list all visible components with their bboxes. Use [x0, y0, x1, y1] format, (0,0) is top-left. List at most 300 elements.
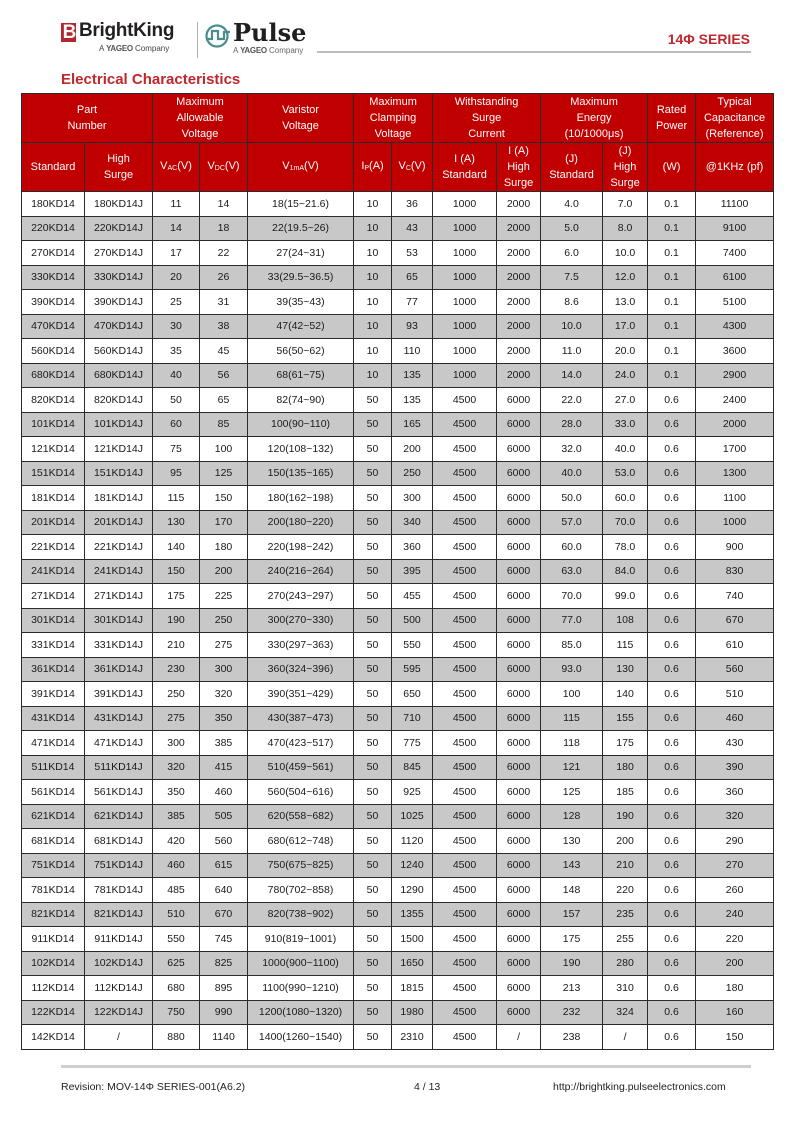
cell-j-high-surge: 13.0: [603, 290, 648, 315]
cell-capacitance: 2900: [696, 363, 774, 388]
cell-i-high-surge: 6000: [497, 657, 541, 682]
cell-v1ma: 68(61~75): [248, 363, 354, 388]
cell-vc: 165: [392, 412, 433, 437]
header-part-number: [22, 94, 153, 143]
pulse-logo-icon: [205, 24, 231, 48]
cell-j-high-surge: 84.0: [603, 559, 648, 584]
cell-j-high-surge: /: [603, 1025, 648, 1050]
cell-i-high-surge: 6000: [497, 829, 541, 854]
cell-j-high-surge: 190: [603, 804, 648, 829]
table-row: [22, 608, 774, 633]
header-line: Rated: [656, 104, 687, 116]
cell-vc: 455: [392, 584, 433, 609]
header-line: Maximum: [570, 96, 618, 108]
table-row: [22, 216, 774, 241]
header-line: High: [507, 161, 530, 173]
cell-vdc: 56: [200, 363, 248, 388]
cell-vc: 710: [392, 706, 433, 731]
cell-i-high-surge: /: [497, 1025, 541, 1050]
cell-i-standard: 4500: [433, 510, 497, 535]
cell-i-standard: 4500: [433, 780, 497, 805]
cell-i-standard: 4500: [433, 388, 497, 413]
cell-j-standard: 14.0: [541, 363, 603, 388]
header-line: Surge: [471, 112, 502, 124]
cell-rated-power: 0.6: [648, 853, 696, 878]
cell-vdc: 385: [200, 731, 248, 756]
cell-vc: 1120: [392, 829, 433, 854]
header-line: Voltage: [374, 128, 412, 140]
cell-j-standard: 22.0: [541, 388, 603, 413]
cell-j-high-surge: 180: [603, 755, 648, 780]
cell-part-standard: 781KD14: [22, 878, 85, 903]
cell-vdc: 65: [200, 388, 248, 413]
cell-vc: 360: [392, 535, 433, 560]
table-row: [22, 510, 774, 535]
cell-j-high-surge: 40.0: [603, 437, 648, 462]
cell-i-high-surge: 6000: [497, 486, 541, 511]
cell-part-high-surge: 331KD14J: [85, 633, 153, 658]
cell-part-high-surge: 112KD14J: [85, 976, 153, 1001]
cell-vc: 1355: [392, 902, 433, 927]
cell-j-standard: 143: [541, 853, 603, 878]
cell-i-high-surge: 2000: [497, 290, 541, 315]
cell-capacitance: 220: [696, 927, 774, 952]
cell-vdc: 180: [200, 535, 248, 560]
header-line: Power: [655, 120, 688, 132]
cell-vac: 60: [153, 412, 200, 437]
table-row: [22, 731, 774, 756]
cell-j-high-surge: 200: [603, 829, 648, 854]
cell-j-high-surge: 140: [603, 682, 648, 707]
table-row: [22, 241, 774, 266]
cell-i-high-surge: 6000: [497, 559, 541, 584]
cell-vac: 140: [153, 535, 200, 560]
brightking-logo-mark: B: [62, 22, 75, 43]
header-subscript: P: [364, 164, 370, 172]
cell-ip: 50: [354, 608, 392, 633]
header-line: I (A): [508, 145, 529, 157]
header-vc: [392, 143, 433, 192]
cell-rated-power: 0.1: [648, 363, 696, 388]
cell-part-standard: 271KD14: [22, 584, 85, 609]
cell-part-high-surge: 180KD14J: [85, 192, 153, 217]
cell-vac: 95: [153, 461, 200, 486]
cell-i-high-surge: 6000: [497, 608, 541, 633]
footer-revision: Revision: MOV-14Φ SERIES-001(A6.2): [61, 1081, 246, 1093]
cell-j-standard: 32.0: [541, 437, 603, 462]
table-row: [22, 461, 774, 486]
cell-rated-power: 0.6: [648, 927, 696, 952]
cell-part-high-surge: 121KD14J: [85, 437, 153, 462]
cell-j-standard: 238: [541, 1025, 603, 1050]
cell-v1ma: 1100(990~1210): [248, 976, 354, 1001]
cell-j-high-surge: 12.0: [603, 265, 648, 290]
cell-ip: 10: [354, 314, 392, 339]
cell-v1ma: 33(29.5~36.5): [248, 265, 354, 290]
table-row: [22, 878, 774, 903]
cell-i-standard: 4500: [433, 976, 497, 1001]
cell-capacitance: 9100: [696, 216, 774, 241]
cell-capacitance: 560: [696, 657, 774, 682]
cell-i-high-surge: 6000: [497, 706, 541, 731]
cell-i-high-surge: 6000: [497, 878, 541, 903]
cell-vac: 210: [153, 633, 200, 658]
cell-i-standard: 4500: [433, 829, 497, 854]
header-line: (10/1000μs): [564, 128, 624, 140]
cell-capacitance: 1000: [696, 510, 774, 535]
cell-vdc: 300: [200, 657, 248, 682]
cell-v1ma: 910(819~1001): [248, 927, 354, 952]
cell-j-standard: 121: [541, 755, 603, 780]
cell-ip: 10: [354, 290, 392, 315]
cell-vdc: 560: [200, 829, 248, 854]
cell-vac: 35: [153, 339, 200, 364]
cell-vdc: 745: [200, 927, 248, 952]
cell-vac: 130: [153, 510, 200, 535]
cell-rated-power: 0.6: [648, 951, 696, 976]
cell-part-high-surge: 361KD14J: [85, 657, 153, 682]
cell-i-high-surge: 6000: [497, 927, 541, 952]
cell-part-standard: 201KD14: [22, 510, 85, 535]
cell-capacitance: 430: [696, 731, 774, 756]
cell-v1ma: 390(351~429): [248, 682, 354, 707]
header-j-high-surge: [603, 143, 648, 192]
table-row: [22, 363, 774, 388]
cell-part-standard: 751KD14: [22, 853, 85, 878]
cell-vdc: 45: [200, 339, 248, 364]
table-row: [22, 902, 774, 927]
cell-v1ma: 150(135~165): [248, 461, 354, 486]
cell-rated-power: 0.6: [648, 388, 696, 413]
cell-part-high-surge: 122KD14J: [85, 1000, 153, 1025]
cell-part-standard: 821KD14: [22, 902, 85, 927]
cell-i-standard: 1000: [433, 216, 497, 241]
cell-part-high-surge: 680KD14J: [85, 363, 153, 388]
cell-capacitance: 460: [696, 706, 774, 731]
header-watt: (W): [648, 143, 696, 192]
cell-i-high-surge: 6000: [497, 437, 541, 462]
cell-v1ma: 100(90~110): [248, 412, 354, 437]
cell-rated-power: 0.6: [648, 461, 696, 486]
cell-vc: 395: [392, 559, 433, 584]
cell-i-standard: 4500: [433, 559, 497, 584]
cell-vc: 250: [392, 461, 433, 486]
cell-i-standard: 4500: [433, 657, 497, 682]
cell-vc: 1650: [392, 951, 433, 976]
cell-vc: 135: [392, 363, 433, 388]
cell-j-standard: 50.0: [541, 486, 603, 511]
cell-vac: 350: [153, 780, 200, 805]
cell-vdc: 38: [200, 314, 248, 339]
cell-v1ma: 120(108~132): [248, 437, 354, 462]
cell-vc: 43: [392, 216, 433, 241]
cell-part-high-surge: 181KD14J: [85, 486, 153, 511]
cell-rated-power: 0.6: [648, 559, 696, 584]
header-line: Number: [67, 120, 107, 132]
header-varistor-voltage: [248, 94, 354, 143]
cell-j-high-surge: 60.0: [603, 486, 648, 511]
cell-ip: 10: [354, 216, 392, 241]
cell-vac: 230: [153, 657, 200, 682]
table-body: [22, 192, 774, 1050]
series-title: 14Φ SERIES: [667, 31, 750, 47]
cell-part-high-surge: 820KD14J: [85, 388, 153, 413]
cell-part-high-surge: 201KD14J: [85, 510, 153, 535]
cell-vc: 550: [392, 633, 433, 658]
cell-v1ma: 560(504~616): [248, 780, 354, 805]
cell-part-high-surge: /: [85, 1025, 153, 1050]
cell-i-standard: 1000: [433, 241, 497, 266]
cell-i-standard: 4500: [433, 804, 497, 829]
header-rated-power: [648, 94, 696, 143]
cell-i-standard: 4500: [433, 412, 497, 437]
cell-ip: 50: [354, 633, 392, 658]
cell-i-high-surge: 2000: [497, 339, 541, 364]
cell-part-standard: 621KD14: [22, 804, 85, 829]
cell-j-high-surge: 175: [603, 731, 648, 756]
cell-part-high-surge: 301KD14J: [85, 608, 153, 633]
cell-rated-power: 0.6: [648, 829, 696, 854]
cell-vc: 1980: [392, 1000, 433, 1025]
cell-vac: 250: [153, 682, 200, 707]
header-line: Voltage: [282, 120, 319, 132]
footer-page-number: 4 / 13: [414, 1081, 441, 1093]
tagline-brand: YAGEO: [106, 44, 133, 53]
cell-vdc: 1140: [200, 1025, 248, 1050]
cell-part-standard: 511KD14: [22, 755, 85, 780]
header-max-clamping-voltage: [354, 94, 433, 143]
cell-i-high-surge: 6000: [497, 584, 541, 609]
cell-rated-power: 0.6: [648, 878, 696, 903]
cell-ip: 50: [354, 535, 392, 560]
cell-j-high-surge: 7.0: [603, 192, 648, 217]
cell-ip: 50: [354, 902, 392, 927]
cell-j-high-surge: 8.0: [603, 216, 648, 241]
cell-j-high-surge: 17.0: [603, 314, 648, 339]
cell-capacitance: 270: [696, 853, 774, 878]
cell-vac: 510: [153, 902, 200, 927]
table-row: [22, 437, 774, 462]
cell-v1ma: 1200(1080~1320): [248, 1000, 354, 1025]
cell-rated-power: 0.6: [648, 608, 696, 633]
cell-i-standard: 4500: [433, 731, 497, 756]
cell-vc: 1500: [392, 927, 433, 952]
cell-vdc: 275: [200, 633, 248, 658]
header-unit: (V): [177, 159, 192, 172]
table-row: [22, 388, 774, 413]
cell-i-standard: 1000: [433, 314, 497, 339]
cell-capacitance: 320: [696, 804, 774, 829]
cell-v1ma: 56(50~62): [248, 339, 354, 364]
cell-j-standard: 85.0: [541, 633, 603, 658]
cell-vc: 650: [392, 682, 433, 707]
cell-ip: 50: [354, 853, 392, 878]
cell-rated-power: 0.6: [648, 412, 696, 437]
table-row: [22, 290, 774, 315]
table-row: [22, 314, 774, 339]
cell-part-high-surge: 470KD14J: [85, 314, 153, 339]
cell-vc: 1815: [392, 976, 433, 1001]
cell-vac: 385: [153, 804, 200, 829]
cell-capacitance: 6100: [696, 265, 774, 290]
cell-ip: 50: [354, 927, 392, 952]
cell-part-standard: 560KD14: [22, 339, 85, 364]
cell-vac: 14: [153, 216, 200, 241]
header-line: Surge: [503, 177, 534, 189]
cell-ip: 50: [354, 755, 392, 780]
cell-rated-power: 0.6: [648, 706, 696, 731]
table-row: [22, 682, 774, 707]
cell-part-high-surge: 241KD14J: [85, 559, 153, 584]
header-line: Typical: [717, 96, 752, 108]
cell-part-high-surge: 561KD14J: [85, 780, 153, 805]
cell-capacitance: 610: [696, 633, 774, 658]
tagline-brand: YAGEO: [240, 46, 267, 55]
cell-part-standard: 151KD14: [22, 461, 85, 486]
header-line: Current: [468, 128, 505, 140]
header-line: Varistor: [281, 104, 320, 116]
header-line: I (A): [454, 153, 475, 165]
cell-part-standard: 471KD14: [22, 731, 85, 756]
cell-j-high-surge: 24.0: [603, 363, 648, 388]
cell-i-high-surge: 2000: [497, 314, 541, 339]
footer-url[interactable]: http://brightking.pulseelectronics.com: [553, 1081, 726, 1093]
cell-j-standard: 8.6: [541, 290, 603, 315]
cell-v1ma: 470(423~517): [248, 731, 354, 756]
cell-vac: 30: [153, 314, 200, 339]
cell-i-standard: 4500: [433, 535, 497, 560]
header-i-high-surge: [497, 143, 541, 192]
cell-capacitance: 5100: [696, 290, 774, 315]
cell-part-standard: 142KD14: [22, 1025, 85, 1050]
header-typical-capacitance: [696, 94, 774, 143]
header-symbol: I: [361, 159, 365, 172]
cell-v1ma: 27(24~31): [248, 241, 354, 266]
cell-i-standard: 4500: [433, 584, 497, 609]
cell-ip: 50: [354, 951, 392, 976]
cell-part-standard: 301KD14: [22, 608, 85, 633]
cell-vdc: 825: [200, 951, 248, 976]
cell-j-high-surge: 115: [603, 633, 648, 658]
cell-i-standard: 1000: [433, 339, 497, 364]
cell-v1ma: 200(180~220): [248, 510, 354, 535]
cell-vdc: 415: [200, 755, 248, 780]
table-header-sub-row: [22, 143, 774, 192]
cell-capacitance: 2400: [696, 388, 774, 413]
cell-i-high-surge: 6000: [497, 682, 541, 707]
cell-part-standard: 431KD14: [22, 706, 85, 731]
logo-divider: [197, 22, 198, 58]
cell-rated-power: 0.6: [648, 657, 696, 682]
cell-v1ma: 330(297~363): [248, 633, 354, 658]
cell-rated-power: 0.6: [648, 731, 696, 756]
cell-j-high-surge: 235: [603, 902, 648, 927]
cell-part-high-surge: 560KD14J: [85, 339, 153, 364]
cell-v1ma: 22(19.5~26): [248, 216, 354, 241]
cell-ip: 50: [354, 510, 392, 535]
cell-i-high-surge: 6000: [497, 853, 541, 878]
cell-v1ma: 220(198~242): [248, 535, 354, 560]
header-line: Voltage: [181, 128, 219, 140]
cell-rated-power: 0.6: [648, 535, 696, 560]
header-line: Surge: [103, 169, 134, 181]
cell-j-standard: 63.0: [541, 559, 603, 584]
cell-j-standard: 77.0: [541, 608, 603, 633]
cell-j-standard: 128: [541, 804, 603, 829]
cell-vdc: 990: [200, 1000, 248, 1025]
header-symbol: V: [160, 159, 168, 172]
cell-vdc: 150: [200, 486, 248, 511]
cell-j-standard: 40.0: [541, 461, 603, 486]
cell-rated-power: 0.6: [648, 1025, 696, 1050]
cell-vac: 190: [153, 608, 200, 633]
cell-i-high-surge: 6000: [497, 902, 541, 927]
cell-vac: 460: [153, 853, 200, 878]
cell-rated-power: 0.6: [648, 682, 696, 707]
cell-j-standard: 157: [541, 902, 603, 927]
cell-part-standard: 390KD14: [22, 290, 85, 315]
cell-j-standard: 148: [541, 878, 603, 903]
table-row: [22, 412, 774, 437]
cell-j-high-surge: 255: [603, 927, 648, 952]
cell-part-high-surge: 270KD14J: [85, 241, 153, 266]
cell-vac: 175: [153, 584, 200, 609]
cell-rated-power: 0.1: [648, 265, 696, 290]
cell-vc: 36: [392, 192, 433, 217]
cell-vc: 845: [392, 755, 433, 780]
cell-vdc: 170: [200, 510, 248, 535]
cell-ip: 50: [354, 1025, 392, 1050]
cell-i-standard: 4500: [433, 853, 497, 878]
cell-j-standard: 5.0: [541, 216, 603, 241]
cell-vdc: 125: [200, 461, 248, 486]
brightking-logo-name: BrightKing: [79, 20, 175, 41]
header-vdc: [200, 143, 248, 192]
cell-ip: 10: [354, 265, 392, 290]
cell-capacitance: 11100: [696, 192, 774, 217]
cell-vdc: 225: [200, 584, 248, 609]
cell-vac: 115: [153, 486, 200, 511]
cell-j-high-surge: 210: [603, 853, 648, 878]
cell-i-high-surge: 6000: [497, 755, 541, 780]
cell-capacitance: 510: [696, 682, 774, 707]
cell-ip: 50: [354, 388, 392, 413]
cell-vac: 50: [153, 388, 200, 413]
cell-j-standard: 11.0: [541, 339, 603, 364]
cell-part-high-surge: 681KD14J: [85, 829, 153, 854]
footer-divider: [61, 1065, 751, 1068]
cell-part-standard: 122KD14: [22, 1000, 85, 1025]
cell-j-standard: 7.5: [541, 265, 603, 290]
cell-vac: 680: [153, 976, 200, 1001]
cell-vc: 775: [392, 731, 433, 756]
cell-i-standard: 4500: [433, 902, 497, 927]
cell-j-high-surge: 78.0: [603, 535, 648, 560]
cell-part-high-surge: 220KD14J: [85, 216, 153, 241]
cell-part-standard: 220KD14: [22, 216, 85, 241]
cell-ip: 50: [354, 486, 392, 511]
cell-part-high-surge: 151KD14J: [85, 461, 153, 486]
cell-capacitance: 390: [696, 755, 774, 780]
cell-i-high-surge: 6000: [497, 976, 541, 1001]
header-line: Allowable: [176, 112, 224, 124]
cell-capacitance: 900: [696, 535, 774, 560]
cell-part-standard: 331KD14: [22, 633, 85, 658]
cell-vac: 150: [153, 559, 200, 584]
cell-part-standard: 112KD14: [22, 976, 85, 1001]
cell-vc: 93: [392, 314, 433, 339]
cell-vdc: 14: [200, 192, 248, 217]
